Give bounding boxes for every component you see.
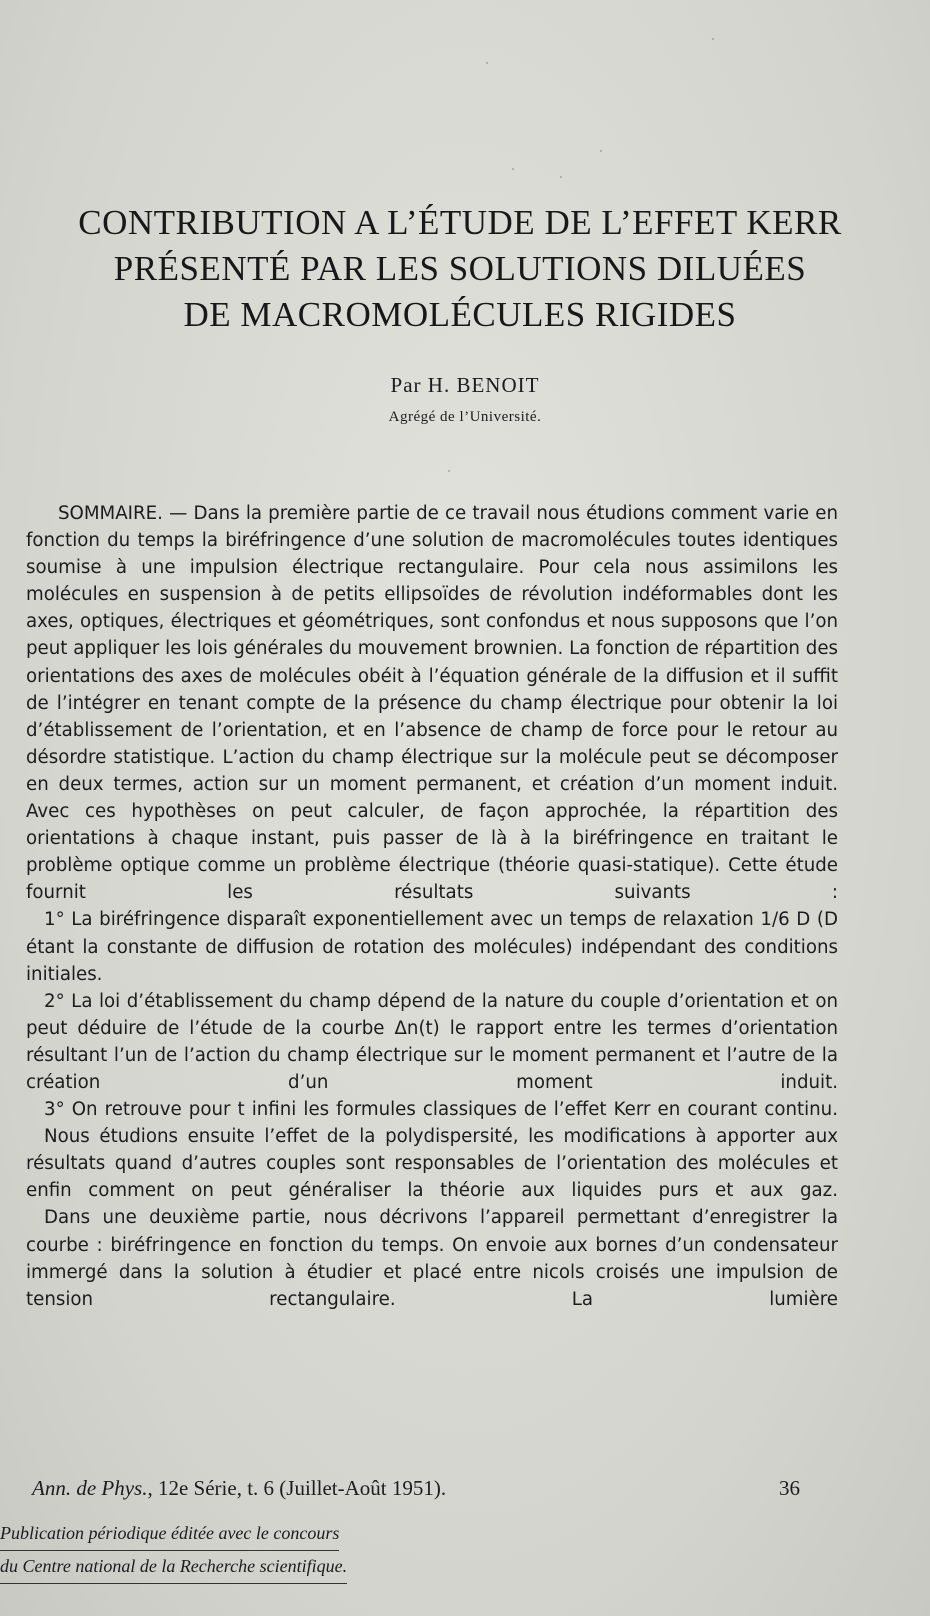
- scan-speck: [560, 176, 562, 178]
- abstract-paragraph-result-1: 1° La biréfringence disparaît exponentiellement avec un temps de relaxation 1/6 D (D étant la constante de diffusion de rotation des molécules) indépendant des conditions initiales.: [26, 909, 838, 985]
- scan-speck: [712, 38, 714, 40]
- journal-citation: [32, 1476, 800, 1506]
- publication-note-line-2: du Centre national de la Recherche scientifique.: [0, 1551, 347, 1584]
- scan-speck: [486, 62, 488, 64]
- author-line: Par H. BENOIT: [390, 373, 540, 397]
- abstract-paragraph-apparatus: Dans une deuxième partie, nous décrivons l’appareil permettant d’enregistrer la courbe : biréfringence en fonction du temps. On envoie aux bornes d’un condensateur immergé dans la solution à étudier et placé entre nicols croisés une impulsion de tension rectangulaire. La lumière: [26, 1207, 838, 1310]
- publication-note: [0, 1518, 347, 1584]
- author-affiliation: Agrégé de l’Université.: [388, 409, 542, 425]
- publication-note-line-1: Publication périodique éditée avec le concours: [0, 1518, 339, 1551]
- title-line-3: DE MACROMOLÉCULES RIGIDES: [183, 295, 737, 334]
- title-line-2: PRÉSENTÉ PAR LES SOLUTIONS DILUÉES: [113, 249, 807, 288]
- title-line-1: CONTRIBUTION A L’ÉTUDE DE L’EFFET KERR: [78, 203, 842, 242]
- abstract: [26, 500, 838, 1313]
- abstract-paragraph-result-2: 2° La loi d’établissement du champ dépend de la nature du couple d’orientation et on peut déduire de l’étude de la courbe Δn(t) le rapport entre les termes d’orientation résultant l’un de l’action du champ électrique sur le moment permanent et l’autre de la création d’un moment induit.: [26, 990, 838, 1093]
- scan-speck: [448, 470, 450, 472]
- citation-details: , 12e Série, t. 6 (Juillet-Août 1951).: [147, 1476, 447, 1500]
- citation-text: [32, 1476, 446, 1501]
- scan-speck: [600, 150, 602, 152]
- abstract-paragraph-result-3: 3° On retrouve pour t infini les formules classiques de l’effet Kerr en courant continu.: [44, 1099, 838, 1121]
- journal-abbrev: Ann. de Phys.: [32, 1476, 148, 1500]
- page-number: 36: [779, 1476, 800, 1500]
- scan-speck: [512, 168, 514, 170]
- article-title: [20, 200, 900, 338]
- abstract-paragraph-polydispersity: Nous étudions ensuite l’effet de la polydispersité, les modifications à apporter aux résultats quand d’autres couples sont responsables de l’orientation des molécules et enfin comment on peut généraliser la théorie aux liquides purs et aux gaz.: [26, 1126, 838, 1202]
- abstract-paragraph-summary: SOMMAIRE. — Dans la première partie de ce travail nous étudions comment varie en fonction du temps la biréfringence d’une solution de macromolécules toutes identiques soumise à une impulsion électrique rectangulaire. Pour cela nous assimilons les molécules en suspension à de petits ellipsoïdes de révolution indéformables dont les axes, optiques, électriques et géométriques, sont confondus et nous supposons que l’on peut appliquer les lois générales du mouvement brownien. La fonction de répartition des orientations des axes de molécules obéit à l’équation générale de la diffusion et il suffit de l’intégrer en tenant compte de la présence du champ électrique pour obtenir la loi d’établissement de l’orientation, et en l’absence de champ de force pour le retour au désordre statistique. L’action du champ électrique sur la molécule peut se décomposer en deux termes, action sur un moment permanent, et création d’un moment induit. Avec ces hypothèses on peut calculer, de façon approchée, la répartition des orientations à chaque instant, puis passer de là à la biréfringence en traitant le problème optique comme un problème électrique (théorie quasi-statique). Cette étude fournit les résultats suivants :: [26, 503, 838, 904]
